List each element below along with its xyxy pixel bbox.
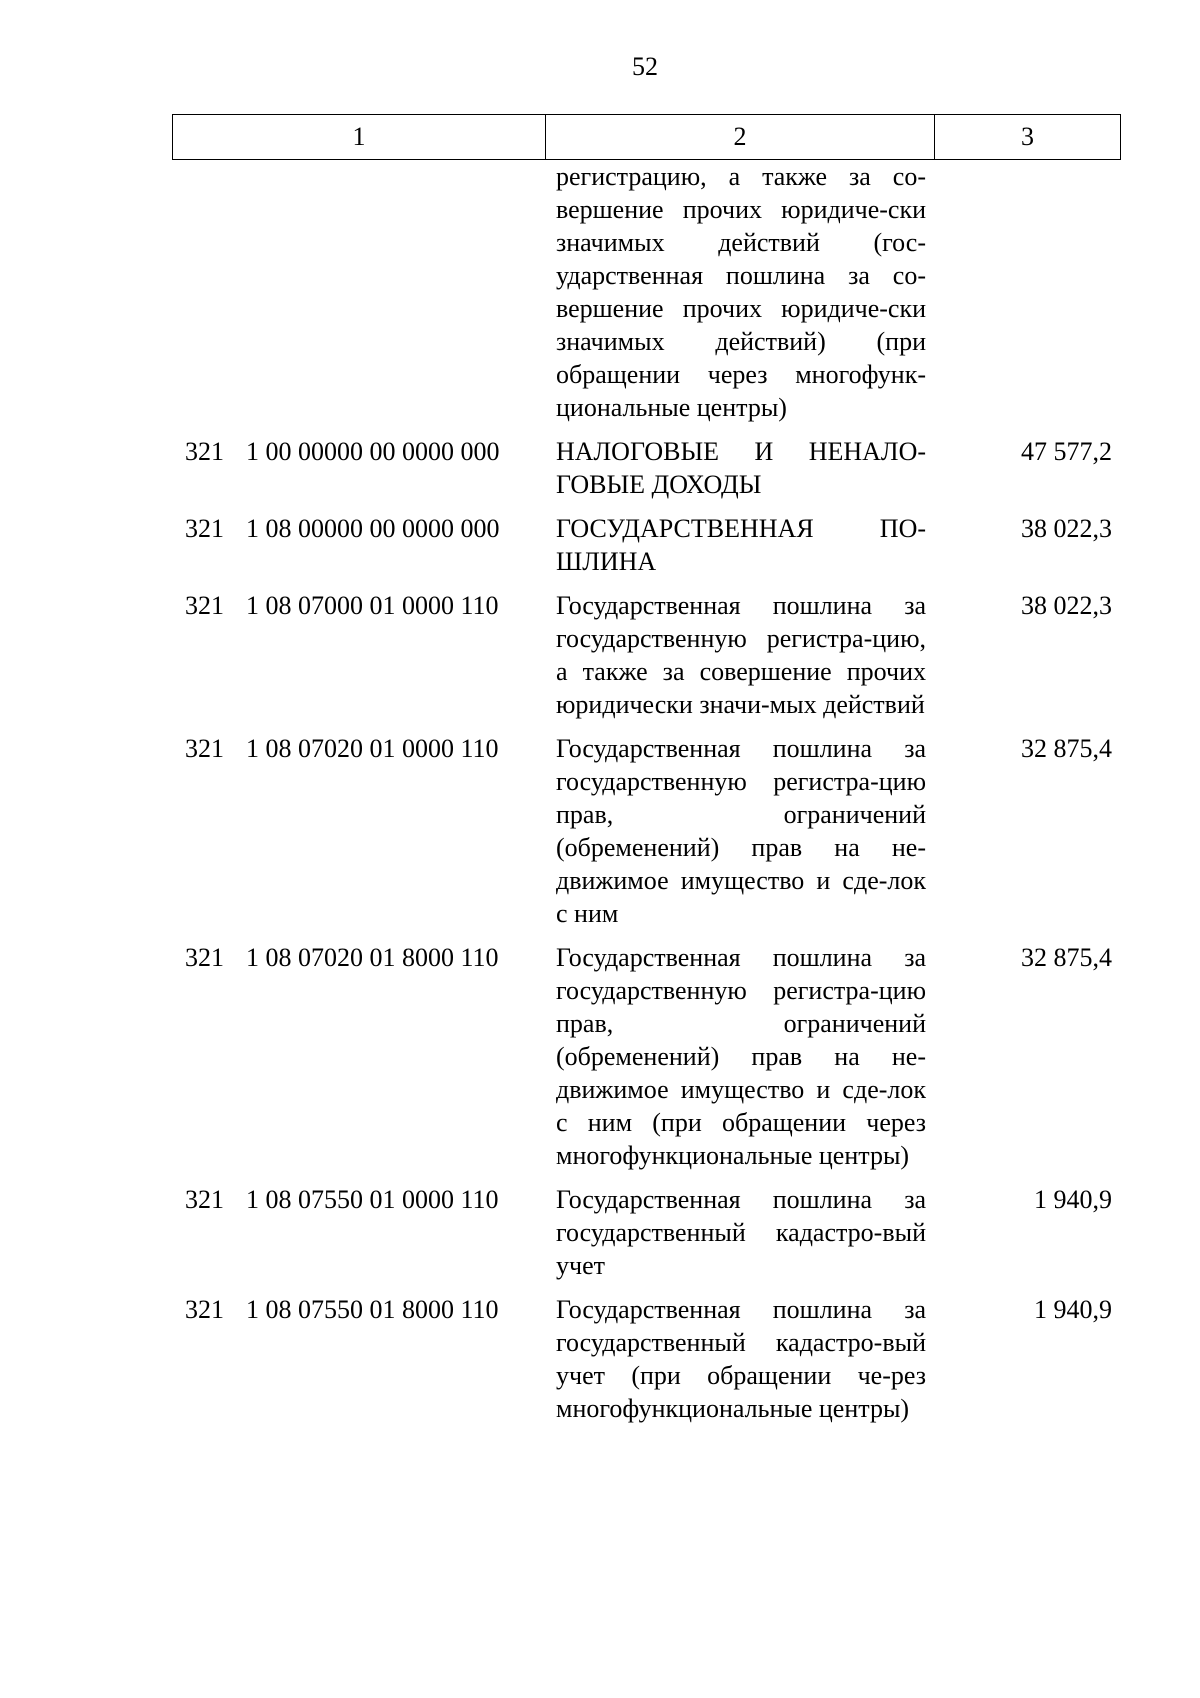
column-header-1: 1 bbox=[173, 115, 546, 160]
budget-code-cell: 1 08 00000 00 0000 000 bbox=[246, 514, 500, 543]
amount-cell bbox=[926, 160, 1112, 424]
table-row bbox=[172, 941, 1122, 1172]
admin-code-cell: 321 bbox=[185, 591, 224, 620]
revenue-name-cell: Государственная пошлина за государственную регистра-цию прав, ограничений (обременений) прав на не-движимое имущество и сде-лок с ним (при обращении через многофункциональные центры) bbox=[556, 943, 926, 1170]
revenue-name-cell: НАЛОГОВЫЕ И НЕНАЛО-ГОВЫЕ ДОХОДЫ bbox=[556, 437, 926, 499]
continuation-text: регистрацию, а также за со-вершение прочих юридиче-ски значимых действий (гос-ударственная пошлина за со-вершение прочих юридиче-ски значимых действий) (при обращении через многофунк-циональные центры) bbox=[556, 162, 926, 422]
budget-code-cell: 1 08 07550 01 8000 110 bbox=[246, 1295, 499, 1324]
amount-cell: 32 875,4 bbox=[1021, 734, 1112, 763]
budget-code-cell: 1 08 07000 01 0000 110 bbox=[246, 591, 499, 620]
amount-cell: 47 577,2 bbox=[1021, 437, 1112, 466]
revenue-name-cell: Государственная пошлина за государственный кадастро-вый учет (при обращении че-рез многофункциональные центры) bbox=[556, 1295, 926, 1423]
amount-cell: 38 022,3 bbox=[1021, 591, 1112, 620]
admin-code-cell: 321 bbox=[185, 514, 224, 543]
budget-code-cell: 1 08 07020 01 0000 110 bbox=[246, 734, 499, 763]
revenue-name-cell: ГОСУДАРСТВЕННАЯ ПО-ШЛИНА bbox=[556, 514, 926, 576]
amount-cell: 1 940,9 bbox=[1034, 1185, 1112, 1214]
column-header-table bbox=[172, 114, 1121, 160]
admin-code-cell: 321 bbox=[185, 1295, 224, 1324]
page-number: 52 bbox=[632, 52, 658, 81]
table-row bbox=[172, 732, 1122, 930]
budget-code-cell bbox=[234, 160, 556, 424]
admin-code-cell: 321 bbox=[185, 1185, 224, 1214]
column-header-2: 2 bbox=[546, 115, 935, 160]
amount-cell: 32 875,4 bbox=[1021, 943, 1112, 972]
admin-code-cell bbox=[172, 160, 234, 424]
revenue-name-cell: Государственная пошлина за государственную регистра-цию прав, ограничений (обременений) прав на не-движимое имущество и сде-лок с ним bbox=[556, 734, 926, 928]
admin-code-cell: 321 bbox=[185, 734, 224, 763]
table-row bbox=[172, 1183, 1122, 1282]
continuation-row bbox=[172, 160, 1122, 424]
budget-code-cell: 1 08 07550 01 0000 110 bbox=[246, 1185, 499, 1214]
table-row bbox=[172, 512, 1122, 578]
budget-code-cell: 1 00 00000 00 0000 000 bbox=[246, 437, 500, 466]
admin-code-cell: 321 bbox=[185, 437, 224, 466]
table-row bbox=[172, 435, 1122, 501]
revenue-name-cell: Государственная пошлина за государственный кадастро-вый учет bbox=[556, 1185, 926, 1280]
budget-code-cell: 1 08 07020 01 8000 110 bbox=[246, 943, 499, 972]
table-row bbox=[172, 1293, 1122, 1425]
table-row bbox=[172, 589, 1122, 721]
amount-cell: 38 022,3 bbox=[1021, 514, 1112, 543]
revenue-table-body bbox=[172, 160, 1122, 1436]
column-header-row bbox=[173, 115, 1121, 160]
admin-code-cell: 321 bbox=[185, 943, 224, 972]
column-header-3: 3 bbox=[935, 115, 1121, 160]
revenue-name-cell: Государственная пошлина за государственную регистра-цию, а также за совершение прочих юридически значи-мых действий bbox=[556, 591, 926, 719]
amount-cell: 1 940,9 bbox=[1034, 1295, 1112, 1324]
